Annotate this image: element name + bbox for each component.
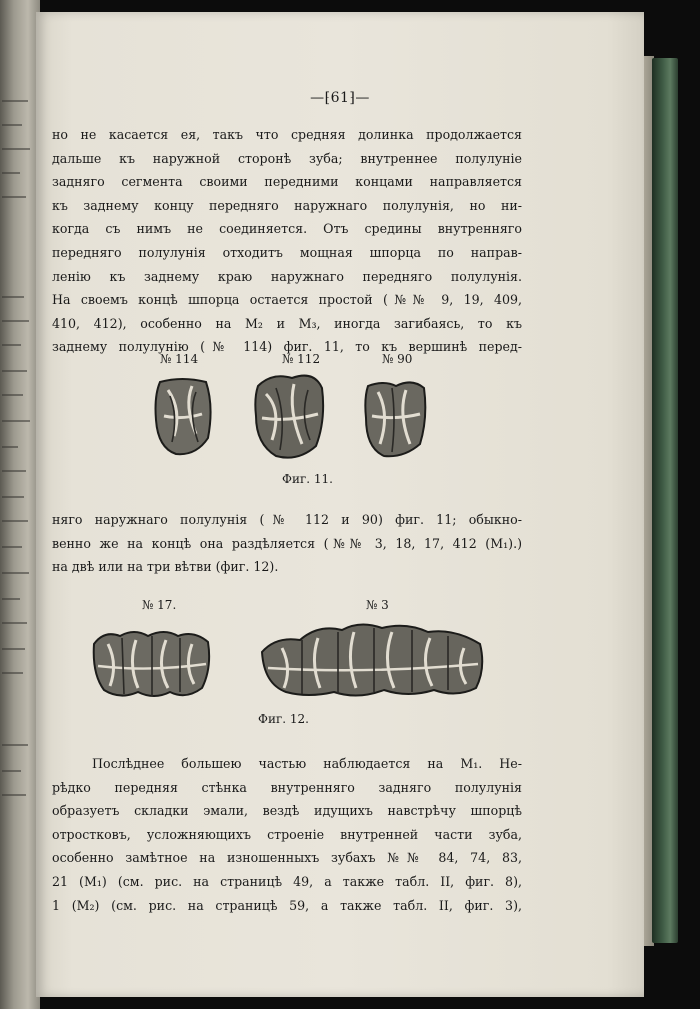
- text-line: заднему полулунію (№ 114) фиг. 11, то къ вершинѣ перед-: [52, 339, 522, 355]
- text-line: задняго сегмента своими передними концами направляется: [52, 174, 522, 190]
- figure-11-label-3: № 90: [382, 352, 413, 366]
- figure-11-label-2: № 112: [282, 352, 321, 366]
- text-line: На своемъ концѣ шпорца остается простой (№№ 9, 19, 409,: [52, 292, 522, 308]
- text-line: рѣдко передняя стѣнка внутренняго задняго полулунія: [52, 779, 522, 795]
- text-line: образуетъ складки эмали, вездѣ идущихъ навстрѣчу шпорцѣ: [52, 803, 522, 819]
- text-line: на двѣ или на три вѣтви (фиг. 12).: [52, 559, 279, 575]
- paragraph-1: [52, 123, 522, 359]
- figure-12-caption: Фиг. 12.: [258, 712, 309, 726]
- previous-page-edge: [0, 0, 40, 1009]
- figure-11-label-1: № 114: [160, 352, 199, 366]
- text-line: дальше къ наружной сторонѣ зуба; внутреннее полулуніе: [52, 150, 522, 166]
- text-line: няго наружнаго полулунія (№ 112 и 90) фиг. 11; обыкно-: [52, 512, 522, 527]
- tooth-row-drawing-3: [258, 618, 486, 700]
- book-cover: [652, 58, 678, 943]
- text-line: но не касается ея, такъ что средняя долинка продолжается: [52, 127, 522, 142]
- text-line: 410, 412), особенно на M₂ и M₃, иногда загибаясь, то къ: [52, 315, 522, 331]
- figure-12-label-1: № 17.: [142, 598, 177, 612]
- book-page: [36, 12, 644, 997]
- text-line: особенно замѣтное на изношенныхъ зубахъ №№ 84, 74, 83,: [52, 850, 522, 866]
- text-line: 1 (M₂) (см. рис. на страницѣ 59, а также табл. II, фиг. 3),: [52, 897, 522, 913]
- page-number: —⁅61⁆—: [310, 90, 370, 106]
- text-line: къ заднему концу передняго наружнаго полулунія, но ни-: [52, 197, 522, 213]
- text-line: ленію къ заднему краю наружнаго передняго полулунія.: [52, 268, 522, 284]
- paragraph-3: [52, 752, 522, 917]
- paragraph-2: [52, 508, 522, 579]
- text-line: 21 (M₁) (см. рис. на страницѣ 49, а также табл. II, фиг. 8),: [52, 873, 522, 889]
- text-line: венно же на концѣ она раздѣляется (№№ 3, 18, 17, 412 (M₁).): [52, 535, 522, 551]
- figure-12-label-2: № 3: [366, 598, 389, 612]
- tooth-row-drawing-17: [90, 624, 212, 702]
- text-line: когда съ нимъ не соединяется. Отъ средины внутренняго: [52, 221, 522, 237]
- text-line: Послѣднее большею частью наблюдается на M₁. Не-: [92, 756, 522, 771]
- tooth-drawing-114: [152, 376, 214, 458]
- tooth-drawing-112: [252, 370, 326, 462]
- text-line: передняго полулунія отходитъ мощная шпорца по направ-: [52, 244, 522, 260]
- figure-11-caption: Фиг. 11.: [282, 472, 333, 486]
- tooth-drawing-90: [362, 378, 428, 460]
- text-line: отростковъ, усложняющихъ строеніе внутренней части зуба,: [52, 826, 522, 842]
